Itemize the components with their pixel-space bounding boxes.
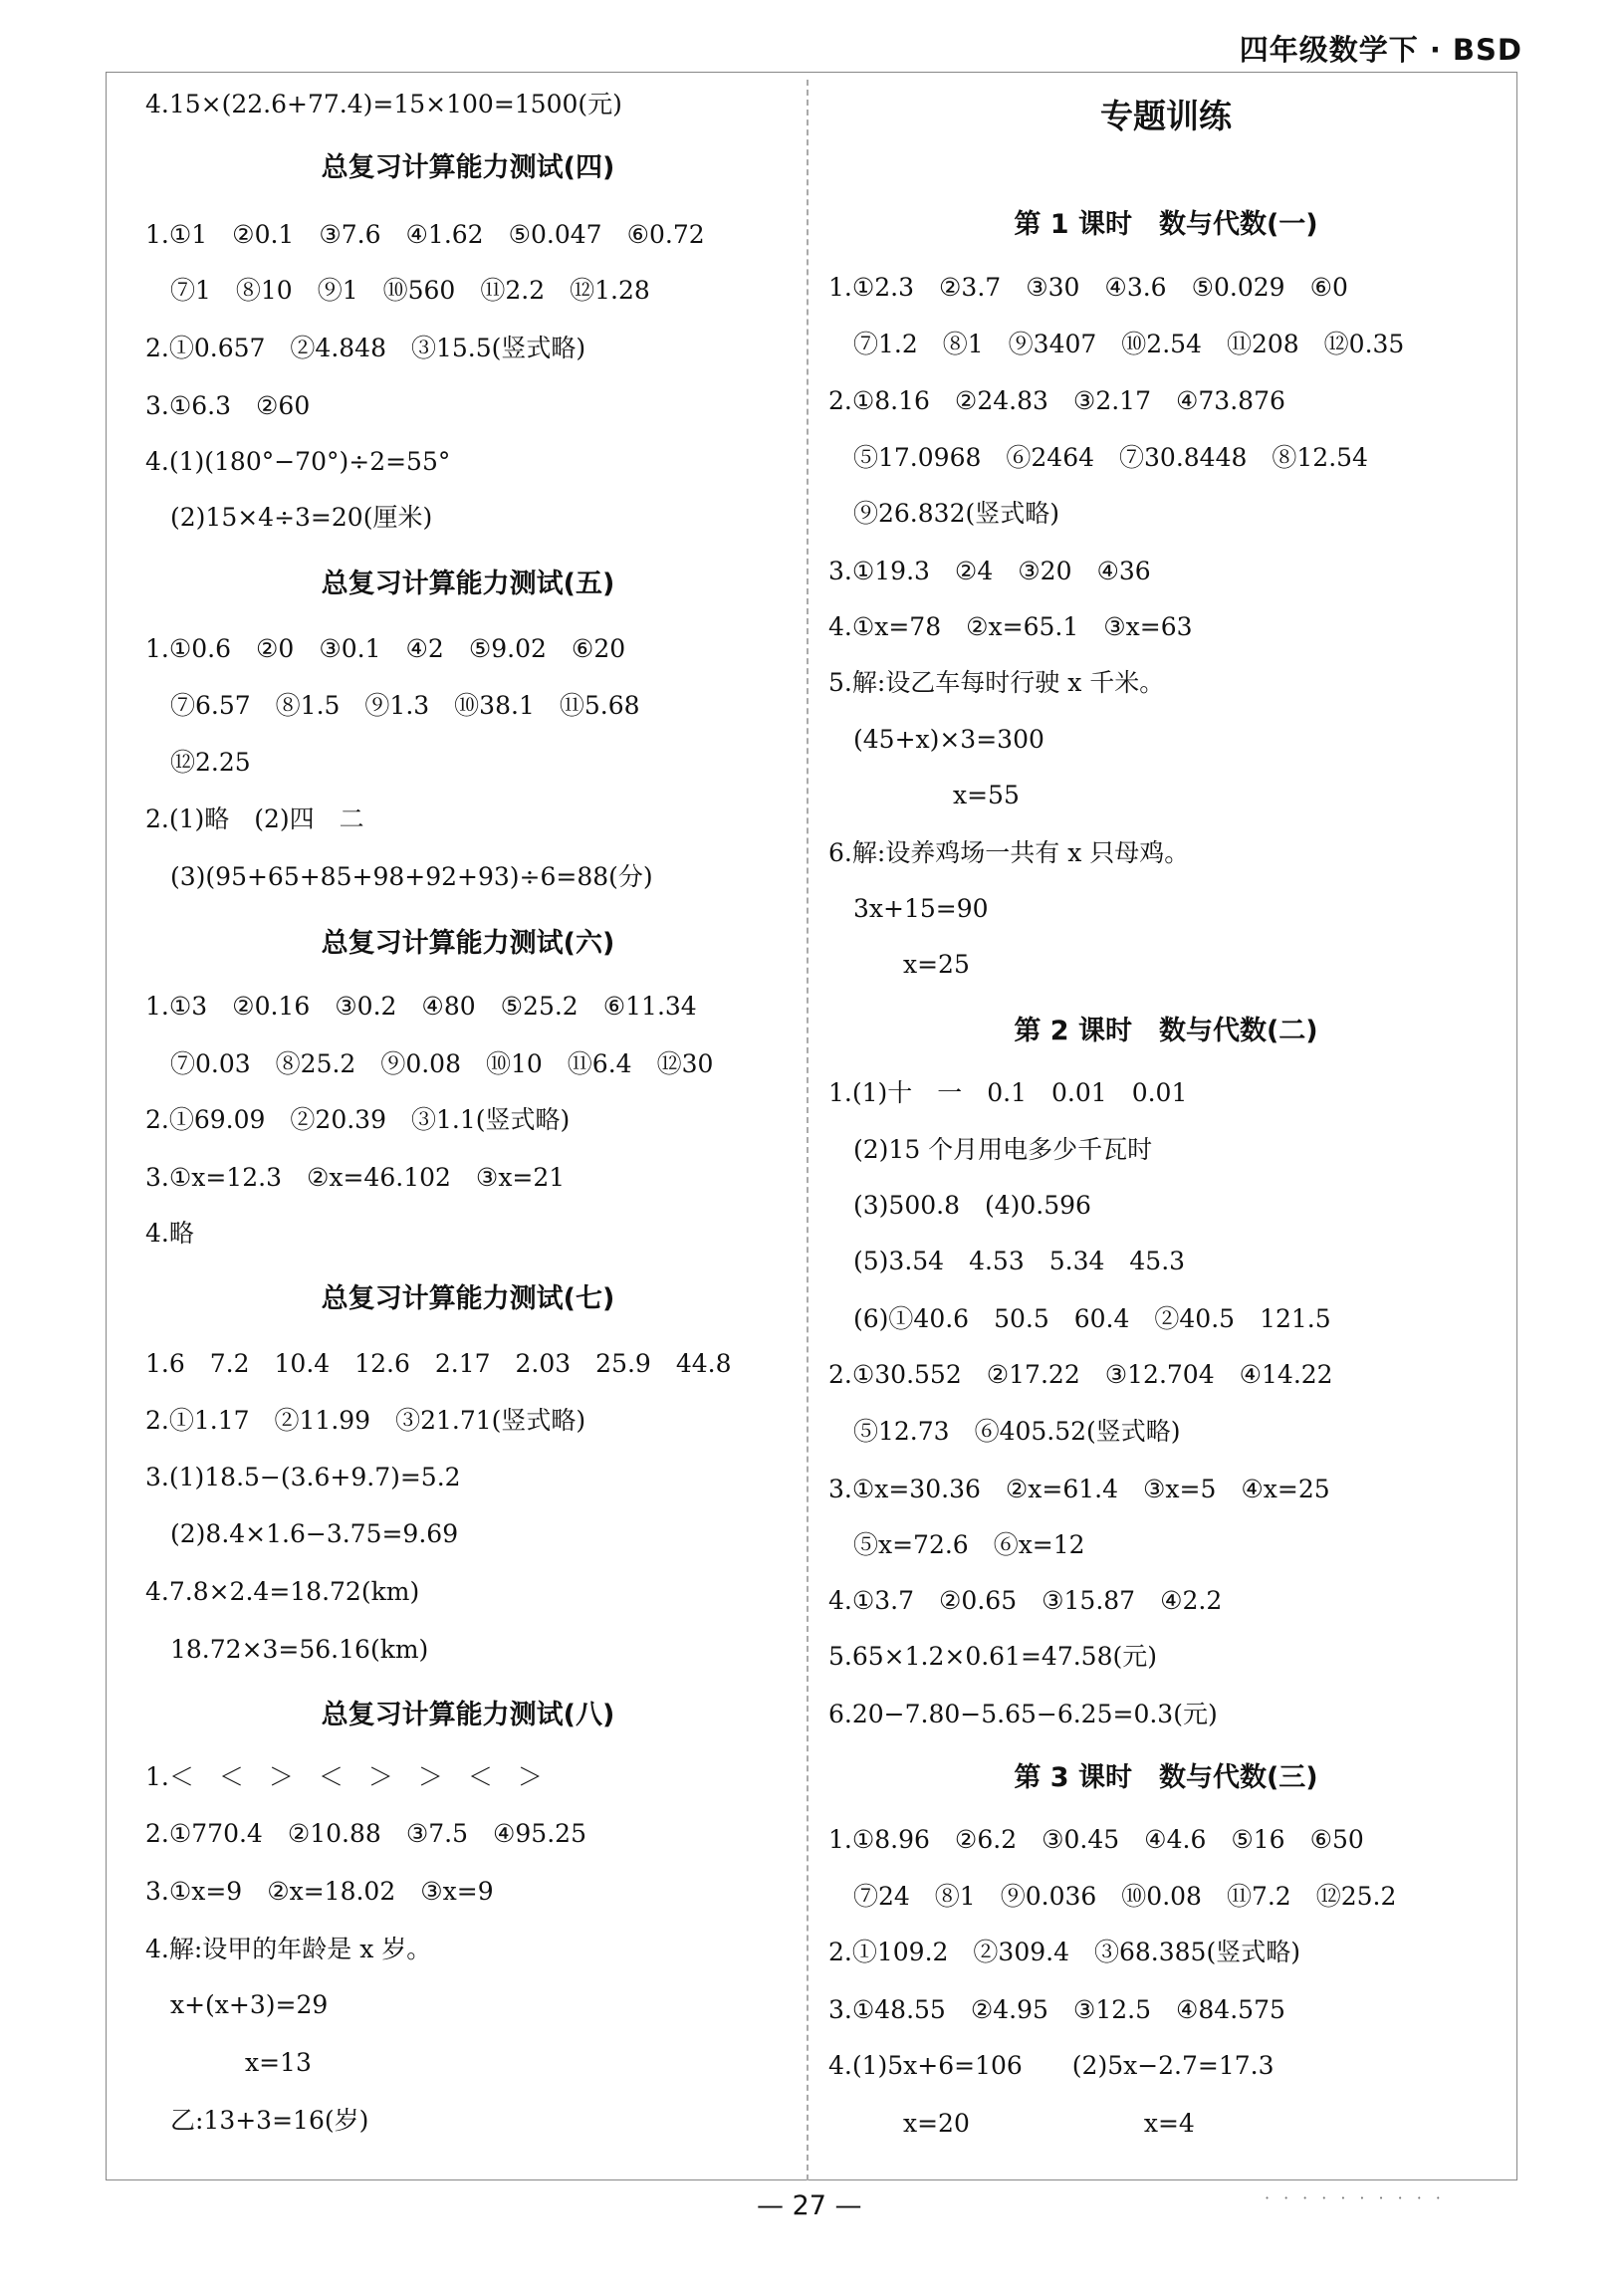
answer-line: ⑨26.832(竖式略) [828, 498, 1059, 528]
answer-line: (45+x)×3=300 [828, 724, 1044, 754]
answer-line: 1.①0.6 ②0 ③0.1 ④2 ⑤9.02 ⑥20 [145, 634, 626, 664]
answer-line: 3.①48.55 ②4.95 ③12.5 ④84.575 [828, 1994, 1285, 2024]
section-heading: 总复习计算能力测试(六) [321, 928, 615, 960]
answer-line: (6)①40.6 50.5 60.4 ②40.5 121.5 [828, 1304, 1331, 1334]
answer-line: 3.(1)18.5−(3.6+9.7)=5.2 [145, 1462, 461, 1491]
answer-line: (3)(95+65+85+98+92+93)÷6=88(分) [145, 861, 653, 891]
answer-line: 3.①19.3 ②4 ③20 ④36 [828, 556, 1151, 585]
answer-line: 1.①3 ②0.16 ③0.2 ④80 ⑤25.2 ⑥11.34 [145, 991, 697, 1021]
answer-line: 5.解:设乙车每时行驶 x 千米。 [828, 668, 1165, 698]
answer-line: ⑤17.0968 ⑥2464 ⑦30.8448 ⑧12.54 [828, 442, 1368, 472]
answer-line: 2.①8.16 ②24.83 ③2.17 ④73.876 [828, 386, 1285, 416]
answer-line: 5.65×1.2×0.61=47.58(元) [828, 1642, 1158, 1672]
answer-line: 2.①770.4 ②10.88 ③7.5 ④95.25 [145, 1819, 586, 1849]
answer-line: 1.①1 ②0.1 ③7.6 ④1.62 ⑤0.047 ⑥0.72 [145, 219, 705, 249]
answer-line: x=20 x=4 [828, 2108, 1195, 2138]
answer-line: 1.①8.96 ②6.2 ③0.45 ④4.6 ⑤16 ⑥50 [828, 1825, 1364, 1855]
answer-line: 4.15×(22.6+77.4)=15×100=1500(元) [145, 90, 622, 119]
answer-line: 18.72×3=56.16(km) [145, 1635, 429, 1665]
decorative-dots: ·········· [1265, 2188, 1455, 2207]
answer-line: ⑤x=72.6 ⑥x=12 [828, 1529, 1085, 1559]
answer-line: 1.6 7.2 10.4 12.6 2.17 2.03 25.9 44.8 [145, 1348, 732, 1378]
answer-line: (2)15 个月用电多少千瓦时 [828, 1134, 1153, 1164]
section-heading: 总复习计算能力测试(五) [321, 568, 615, 599]
answer-line: 6.20−7.80−5.65−6.25=0.3(元) [828, 1700, 1218, 1729]
answer-line: (5)3.54 4.53 5.34 45.3 [828, 1247, 1186, 1276]
answer-line: x=55 [828, 780, 1020, 809]
answer-line: 3.①x=12.3 ②x=46.102 ③x=21 [145, 1162, 566, 1192]
answer-line: 2.①69.09 ②20.39 ③1.1(竖式略) [145, 1105, 571, 1135]
section-heading: 第 3 课时 数与代数(三) [1014, 1761, 1318, 1793]
answer-line: 4.7.8×2.4=18.72(km) [145, 1577, 420, 1607]
column-divider [807, 80, 812, 2180]
answer-line: 1.①2.3 ②3.7 ③30 ④3.6 ⑤0.029 ⑥0 [828, 273, 1348, 303]
section-heading: 第 2 课时 数与代数(二) [1014, 1015, 1318, 1046]
answer-line: 2.①0.657 ②4.848 ③15.5(竖式略) [145, 333, 586, 362]
answer-line: 3x+15=90 [828, 894, 989, 924]
answer-line: ⑤12.73 ⑥405.52(竖式略) [828, 1416, 1181, 1446]
answer-line: 2.①30.552 ②17.22 ③12.704 ④14.22 [828, 1360, 1333, 1390]
answer-line: x+(x+3)=29 [145, 1990, 329, 2020]
section-heading: 总复习计算能力测试(七) [321, 1283, 615, 1315]
answer-line: (2)8.4×1.6−3.75=9.69 [145, 1519, 459, 1549]
answer-line: 3.①x=30.36 ②x=61.4 ③x=5 ④x=25 [828, 1474, 1330, 1503]
page-number: — 27 — [757, 2190, 862, 2221]
section-title: 专题训练 [1100, 96, 1232, 135]
answer-line: 4.(1)(180°−70°)÷2=55° [145, 447, 451, 477]
answer-line: 4.①x=78 ②x=65.1 ③x=63 [828, 612, 1193, 642]
section-heading: 第 1 课时 数与代数(一) [1014, 209, 1318, 241]
answer-line: ⑦6.57 ⑧1.5 ⑨1.3 ⑩38.1 ⑪5.68 [145, 690, 640, 720]
answer-line: 6.解:设养鸡场一共有 x 只母鸡。 [828, 837, 1190, 867]
answer-line: 1.＜ ＜ ＞ ＜ ＞ ＞ ＜ ＞ [145, 1761, 543, 1791]
answer-line: 4.(1)5x+6=106 (2)5x−2.7=17.3 [828, 2050, 1275, 2080]
answer-line: 2.①109.2 ②309.4 ③68.385(竖式略) [828, 1937, 1300, 1966]
answer-line: x=13 [145, 2048, 312, 2078]
answer-line: x=25 [828, 950, 970, 980]
answer-line: 乙:13+3=16(岁) [145, 2105, 369, 2135]
answer-line: 4.解:设甲的年龄是 x 岁。 [145, 1934, 432, 1963]
section-heading: 总复习计算能力测试(四) [321, 151, 615, 183]
answer-line: 2.(1)略 (2)四 二 [145, 803, 364, 833]
answer-line: ⑦24 ⑧1 ⑨0.036 ⑩0.08 ⑪7.2 ⑫25.2 [828, 1881, 1397, 1911]
answer-line: 4.①3.7 ②0.65 ③15.87 ④2.2 [828, 1586, 1223, 1616]
page-header-title: 四年级数学下 · BSD [1239, 33, 1522, 67]
answer-line: 2.①1.17 ②11.99 ③21.71(竖式略) [145, 1406, 586, 1436]
answer-line: (2)15×4÷3=20(厘米) [145, 503, 433, 533]
answer-line: ⑫2.25 [145, 748, 251, 778]
answer-line: ⑦1 ⑧10 ⑨1 ⑩560 ⑪2.2 ⑫1.28 [145, 276, 650, 306]
answer-line: 3.①x=9 ②x=18.02 ③x=9 [145, 1877, 494, 1907]
answer-line: (3)500.8 (4)0.596 [828, 1190, 1091, 1220]
answer-line: 3.①6.3 ②60 [145, 390, 311, 420]
section-heading: 总复习计算能力测试(八) [321, 1700, 615, 1731]
answer-line: 1.(1)十 一 0.1 0.01 0.01 [828, 1078, 1188, 1108]
answer-line: ⑦0.03 ⑧25.2 ⑨0.08 ⑩10 ⑪6.4 ⑫30 [145, 1048, 714, 1078]
answer-line: 4.略 [145, 1219, 194, 1249]
answer-line: ⑦1.2 ⑧1 ⑨3407 ⑩2.54 ⑪208 ⑫0.35 [828, 329, 1405, 358]
